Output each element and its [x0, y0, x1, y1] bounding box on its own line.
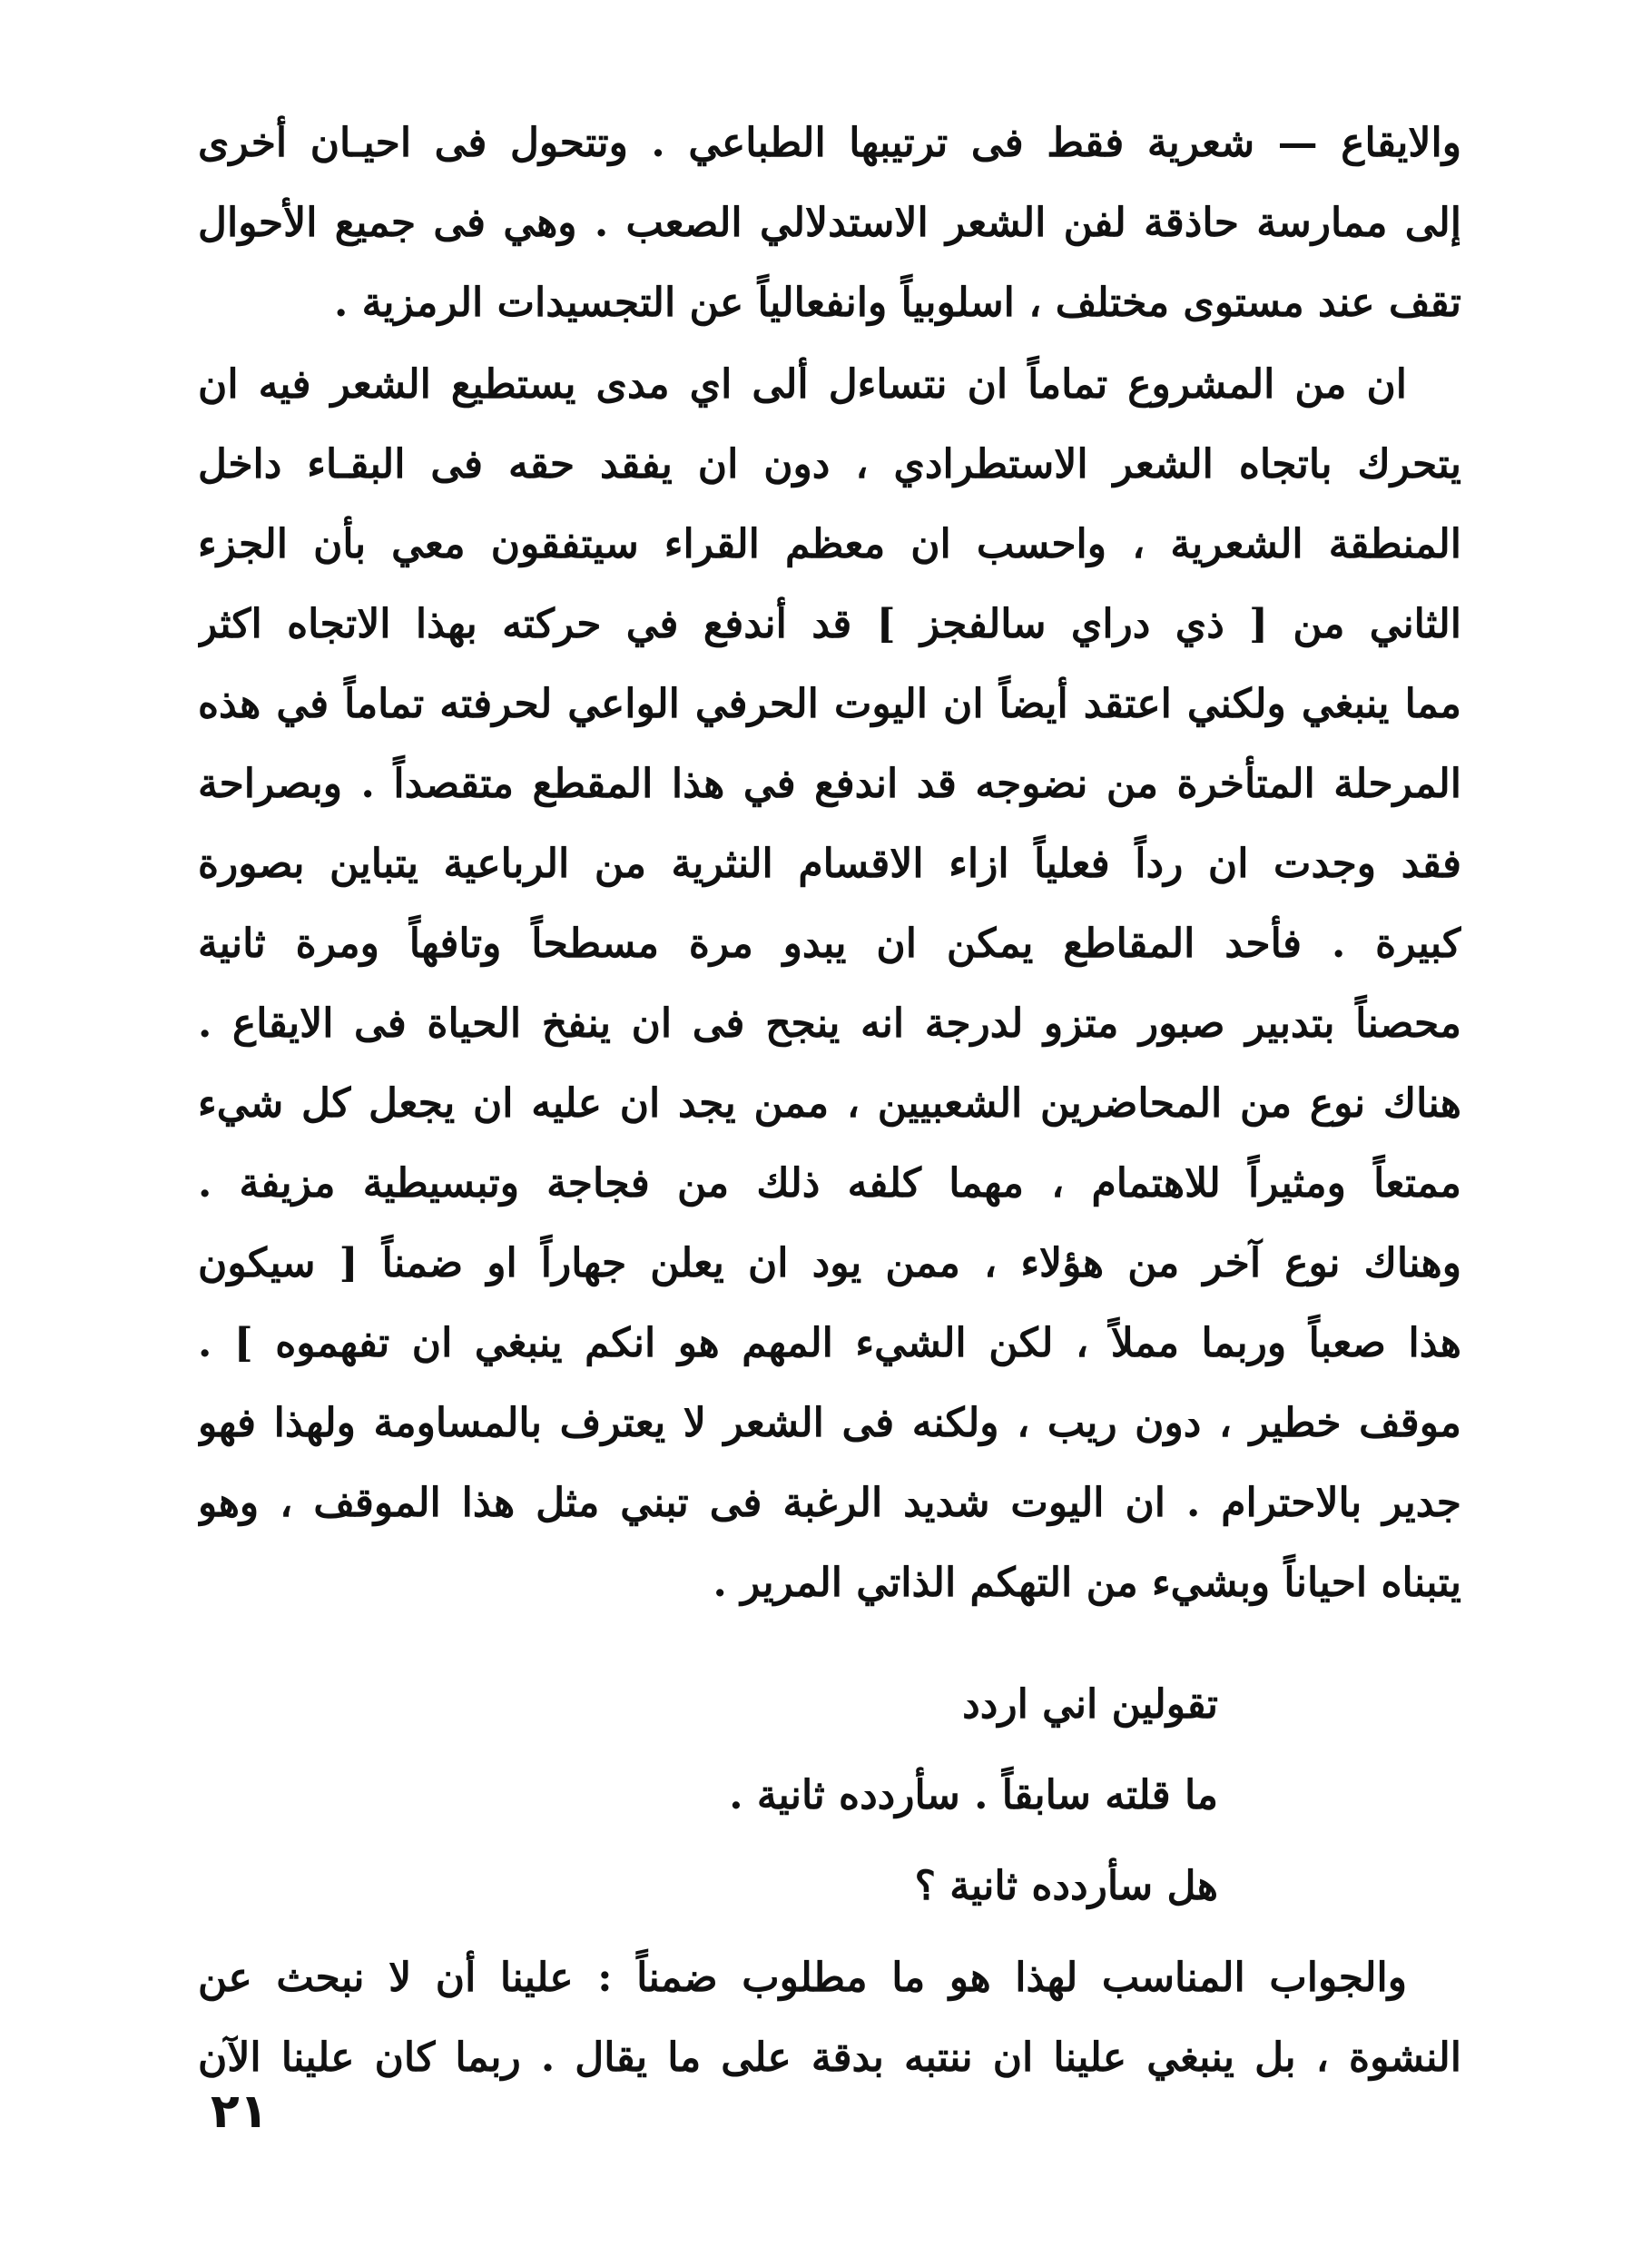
paragraph-3 [198, 1938, 1461, 2098]
text-line: النشوة ، بل ينبغي علينا ان ننتبه بدقة على ما يقال . ربما كان علينا الآن [198, 2034, 1461, 2081]
text-line: والايقاع — شعرية فقط فى ترتيبها الطباعي . وتتحول فى احيـان أخرى [198, 120, 1461, 166]
text-line: كبيرة . فأحد المقاطع يمكن ان يبدو مرة مسطحاً وتافهاً ومرة ثانية [198, 921, 1461, 967]
paragraph-1 [198, 103, 1461, 343]
text-line: والجواب المناسب لهذا هو ما مطلوب ضمناً : علينا أن لا نبحث عن [198, 1955, 1407, 2001]
text-line: موقف خطير ، دون ريب ، ولكنه فى الشعر لا يعترف بالمساومة ولهذا فهو [198, 1400, 1461, 1446]
text-line: هذا صعباً وربما مملاً ، لكن الشيء المهم هو انكم ينبغي ان تفهموه ] . [198, 1320, 1461, 1366]
text-line: ان من المشروع تماماً ان نتساءل ألى اي مدى يستطيع الشعر فيه ان [198, 361, 1407, 408]
text-line: محصناً بتدبير صبور متزو لدرجة انه ينجح فى ان ينفخ الحياة فى الايقاع . [198, 1000, 1461, 1047]
text-line: الثاني من [ ذي دراي سالفجز ] قد أندفع في حركته بهذا الاتجاه اكثر [198, 601, 1461, 647]
text-line: المنطقة الشعرية ، واحسب ان معظم القراء سيتفقون معي بأن الجزء [198, 521, 1461, 567]
text-line: تقف عند مستوى مختلف ، اسلوبياً وانفعالياً عن التجسيدات الرمزية . [334, 280, 1461, 326]
text-line: يتحرك باتجاه الشعر الاستطرادي ، دون ان يفقد حقه فى البقـاء داخل [198, 441, 1461, 488]
verse-line: هل سأردده ثانية ؟ [914, 1863, 1218, 1909]
page-number: ٢١ [211, 2084, 269, 2139]
verse-line: تقولين اني اردد [962, 1681, 1218, 1728]
text-line: إلى ممارسة حاذقة لفن الشعر الاستدلالي الصعب . وهي فى جميع الأحوال [198, 200, 1461, 246]
verse-line: ما قلته سابقاً . سأردده ثانية . [729, 1772, 1218, 1818]
text-line: المرحلة المتأخرة من نضوجه قد اندفع في هذا المقطع متقصداً . وبصراحة [198, 761, 1461, 807]
text-line: يتبناه احياناً وبشيء من التهكم الذاتي المرير . [713, 1560, 1461, 1606]
text-line: ممتعاً ومثيراً للاهتمام ، مهما كلفه ذلك من فجاجة وتبسيطية مزيفة . [198, 1160, 1461, 1207]
text-line: هناك نوع من المحاضرين الشعبيين ، ممن يجد ان عليه ان يجعل كل شيء [198, 1080, 1461, 1127]
paragraph-2 [198, 345, 1461, 1623]
text-line: فقد وجدت ان رداً فعلياً ازاء الاقسام النثرية من الرباعية يتباين بصورة [198, 841, 1461, 887]
text-line: وهناك نوع آخر من هؤلاء ، ممن يود ان يعلن جهاراً او ضمناً [ سيكون [198, 1240, 1461, 1286]
text-line: جدير بالاحترام . ان اليوت شديد الرغبة فى تبني مثل هذا الموقف ، وهو [198, 1480, 1461, 1526]
verse-block [198, 1660, 1461, 1932]
text-line: مما ينبغي ولكني اعتقد أيضاً ان اليوت الحرفي الواعي لحرفته تماماً في هذه [198, 681, 1461, 727]
